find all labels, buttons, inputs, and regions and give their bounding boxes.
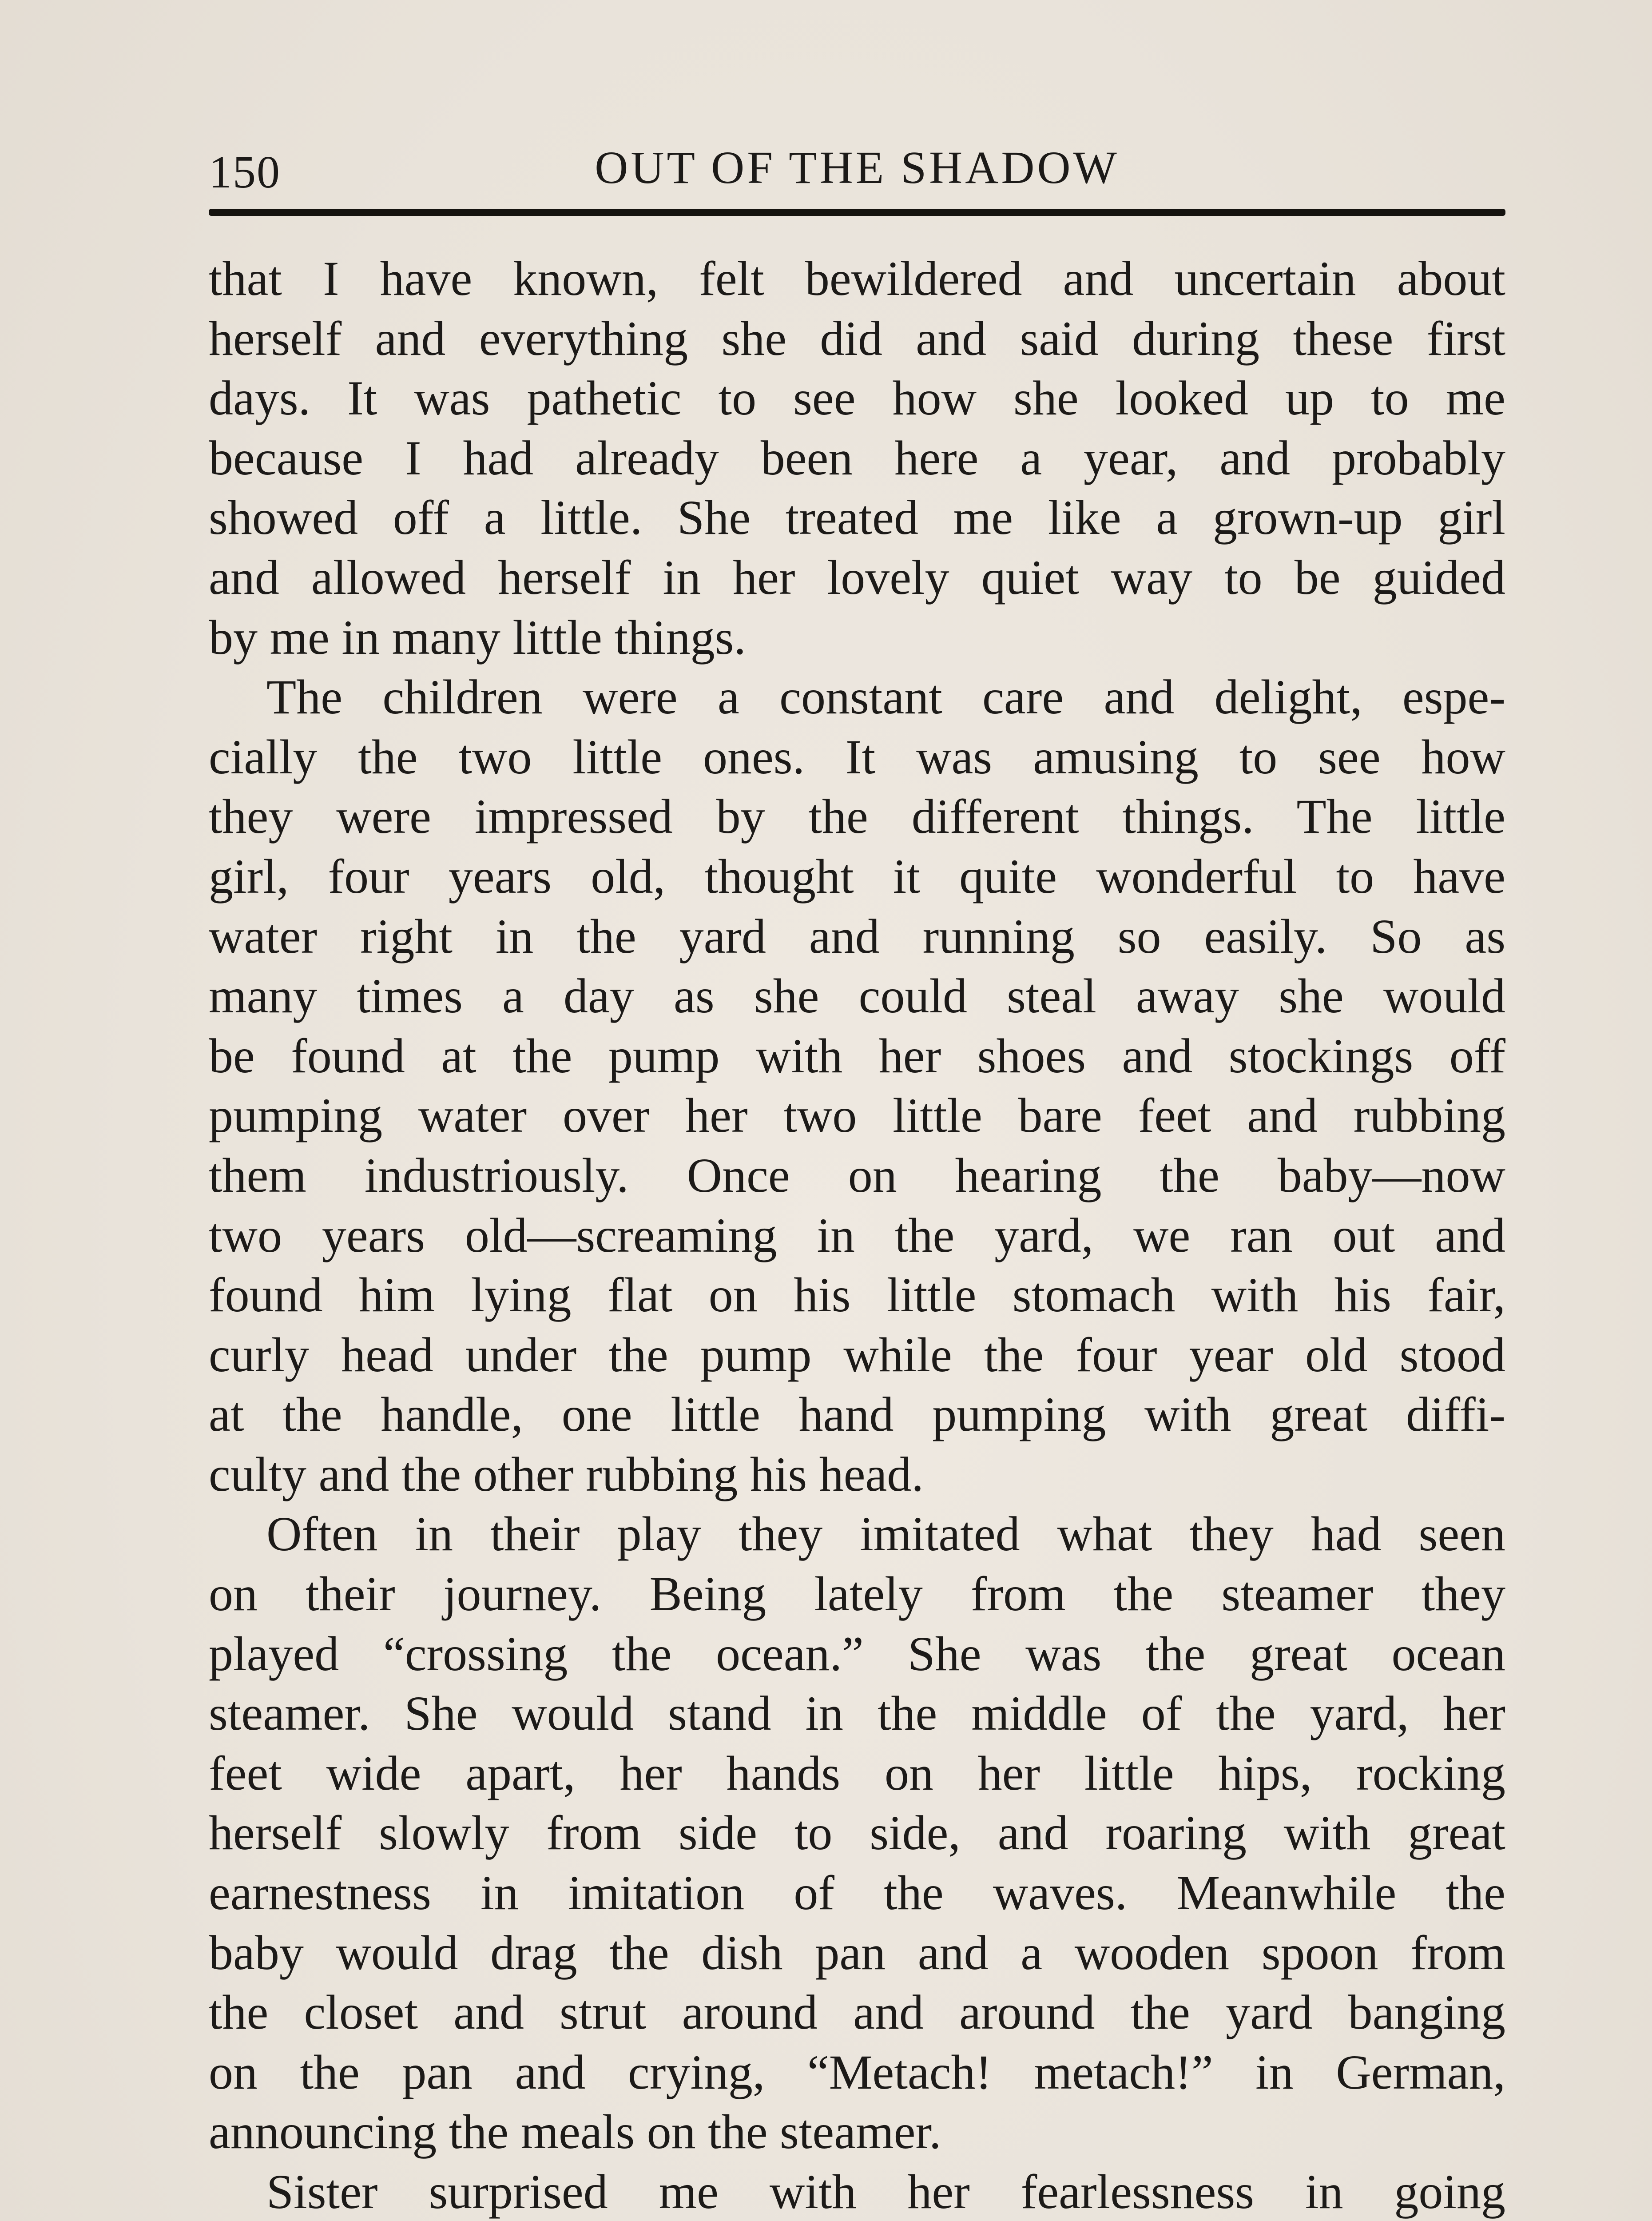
text-line: on the pan and crying, “Metach! metach!” in German,	[209, 2045, 1505, 2099]
text-line: steamer. She would stand in the middle of the yard, her	[209, 1686, 1505, 1741]
text-line: them industriously. Once on hearing the baby—now	[209, 1148, 1505, 1202]
text-line: showed off a little. She treated me like a grown-up girl	[209, 490, 1505, 545]
text-line: on their journey. Being lately from the steamer they	[209, 1567, 1505, 1621]
text-line: culty and the other rubbing his head.	[209, 1447, 924, 1501]
text-line: be found at the pump with her shoes and stockings off	[209, 1028, 1505, 1083]
text-line: played “crossing the ocean.” She was the great ocean	[209, 1626, 1505, 1681]
text-line: Often in their play they imitated what they had seen	[266, 1507, 1505, 1561]
text-line: herself and everything she did and said during these first	[209, 311, 1505, 366]
running-head: OUT OF THE SHADOW	[595, 142, 1120, 193]
text-line: at the handle, one little hand pumping with great diffi-	[209, 1387, 1505, 1442]
text-line: because I had already been here a year, and probably	[209, 430, 1505, 485]
text-line: that I have known, felt bewildered and uncertain about	[209, 251, 1505, 306]
text-line: and allowed herself in her lovely quiet way to be guided	[209, 550, 1505, 605]
text-line: cially the two little ones. It was amusing to see how	[209, 729, 1505, 784]
text-line: earnestness in imitation of the waves. Meanwhile the	[209, 1866, 1505, 1920]
body-text	[209, 249, 1505, 2221]
page-number: 150	[209, 147, 281, 198]
text-line: they were impressed by the different things. The little	[209, 789, 1505, 844]
text-line: feet wide apart, her hands on her little hips, rocking	[209, 1746, 1505, 1800]
text-line: pumping water over her two little bare feet and rubbing	[209, 1088, 1505, 1143]
text-line: baby would drag the dish pan and a wooden spoon from	[209, 1925, 1505, 1980]
text-line: the closet and strut around and around the yard banging	[209, 1985, 1505, 2040]
text-line: curly head under the pump while the four year old stood	[209, 1327, 1505, 1382]
text-line: two years old—screaming in the yard, we ran out and	[209, 1208, 1505, 1262]
text-line: herself slowly from side to side, and roaring with great	[209, 1806, 1505, 1860]
text-line: announcing the meals on the steamer.	[209, 2105, 941, 2159]
header-rule	[209, 209, 1505, 216]
text-line: by me in many little things.	[209, 610, 746, 665]
text-line: water right in the yard and running so easily. So as	[209, 909, 1505, 963]
text-line: days. It was pathetic to see how she looked up to me	[209, 371, 1505, 426]
text-line: found him lying flat on his little stomach with his fair,	[209, 1268, 1505, 1322]
text-line: The children were a constant care and delight, espe-	[266, 670, 1505, 724]
text-line: many times a day as she could steal away she would	[209, 969, 1505, 1023]
text-line: Sister surprised me with her fearlessness in going	[266, 2165, 1505, 2219]
text-line: girl, four years old, thought it quite wonderful to have	[209, 849, 1505, 904]
page-header	[209, 141, 1505, 199]
